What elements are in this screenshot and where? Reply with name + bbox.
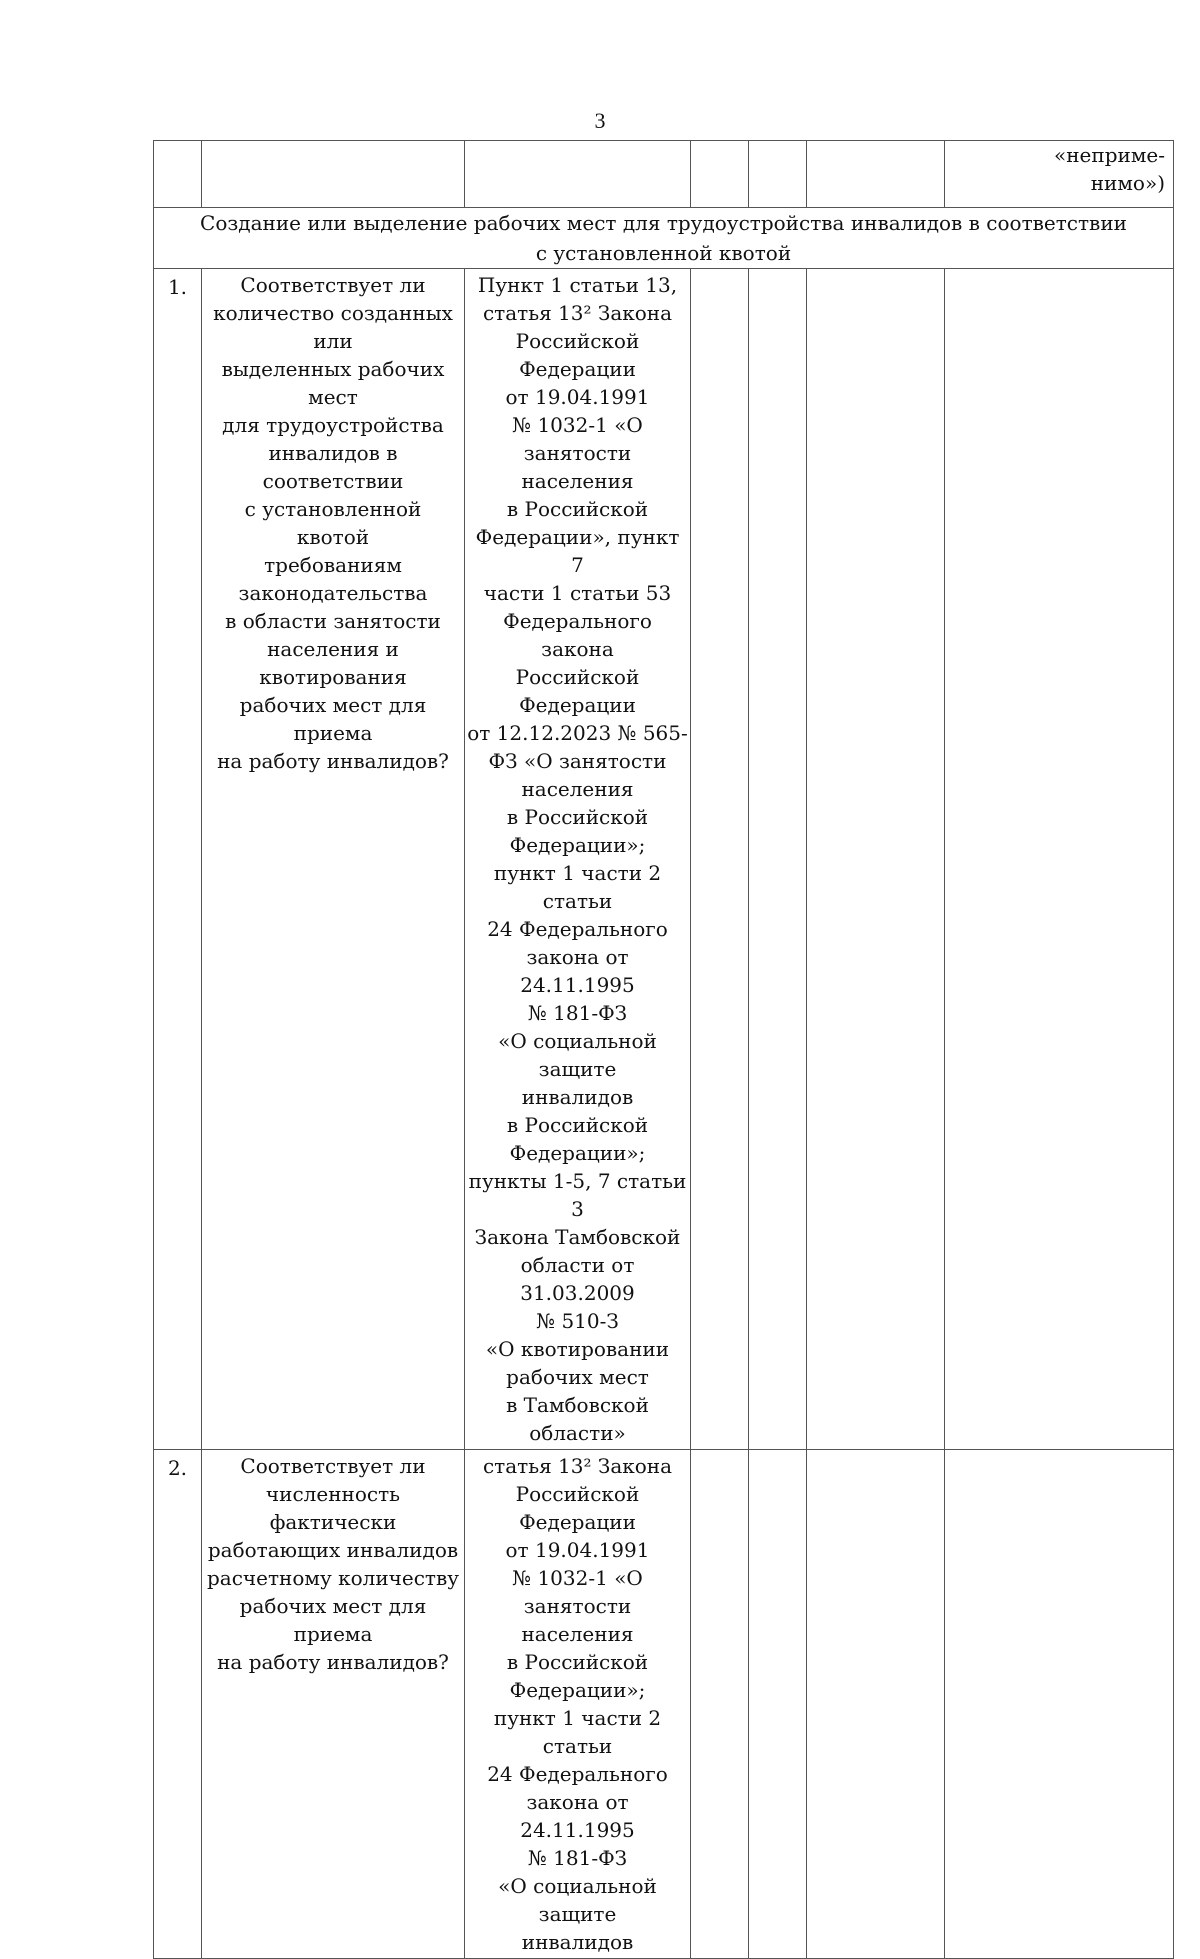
row-number: 2.	[154, 1450, 202, 1959]
cell-number	[154, 141, 202, 208]
checklist-table	[153, 140, 1174, 1959]
cell-legal-refs	[465, 141, 691, 208]
continuation-row	[154, 141, 1174, 208]
section-title: Создание или выделение рабочих мест для трудоустройства инвалидов в соответствии с установленной квотой	[200, 211, 1127, 265]
page-number: 3	[594, 108, 606, 133]
row-question	[202, 1450, 465, 1959]
cell-note	[945, 269, 1174, 1450]
cell-yes	[691, 1450, 749, 1959]
cell-not-applicable	[807, 141, 945, 208]
cell-yes	[691, 269, 749, 1450]
table-row	[154, 269, 1174, 1450]
cell-note	[945, 1450, 1174, 1959]
legal-refs-text: Пункт 1 статьи 13, статья 13² Закона Российской Федерации от 19.04.1991 № 1032-1 «О занятости населения в Российской Федерации», пункт 7 части 1 статьи 53 Федерального закона Российской Федерации от 12.12.2023 № 565- ФЗ «О занятости населения в Российской Федерации»; пункт 1 части 2 статьи 24 Федерального закона от 24.11.1995 № 181-ФЗ «О социальной защите инвалидов в Российской Федерации»; пункты 1-5, 7 статьи 3 Закона Тамбовской области от 31.03.2009 № 510-З «О квотировании рабочих мест в Тамбовской области»	[467, 273, 688, 1445]
table-row	[154, 1450, 1174, 1959]
row-legal-refs	[465, 269, 691, 1450]
cell-no	[749, 1450, 807, 1959]
section-header-row	[154, 208, 1174, 269]
cell-no	[749, 269, 807, 1450]
cell-not-applicable	[807, 1450, 945, 1959]
question-text: Соответствует ли количество созданных или выделенных рабочих мест для трудоустройства инвалидов в соответствии с установленной квотой требованиям законодательства в области занятости населения и квотирования рабочих мест для приема на работу инвалидов?	[213, 273, 453, 773]
continuation-text: «непримe- нимо»)	[1053, 143, 1165, 195]
cell-not-applicable	[807, 269, 945, 1450]
legal-refs-text: статья 13² Закона Российской Федерации от 19.04.1991 № 1032-1 «О занятости населения в Российской Федерации»; пункт 1 части 2 статьи 24 Федерального закона от 24.11.1995 № 181-ФЗ «О социальной защите инвалидов	[482, 1454, 673, 1954]
cell-yes	[691, 141, 749, 208]
section-header-cell	[154, 208, 1174, 269]
cell-note	[945, 141, 1174, 208]
row-number: 1.	[154, 269, 202, 1450]
row-question	[202, 269, 465, 1450]
cell-question	[202, 141, 465, 208]
question-text: Соответствует ли численность фактически работающих инвалидов расчетному количеству рабочих мест для приема на работу инвалидов?	[206, 1454, 460, 1674]
cell-no	[749, 141, 807, 208]
row-legal-refs	[465, 1450, 691, 1959]
